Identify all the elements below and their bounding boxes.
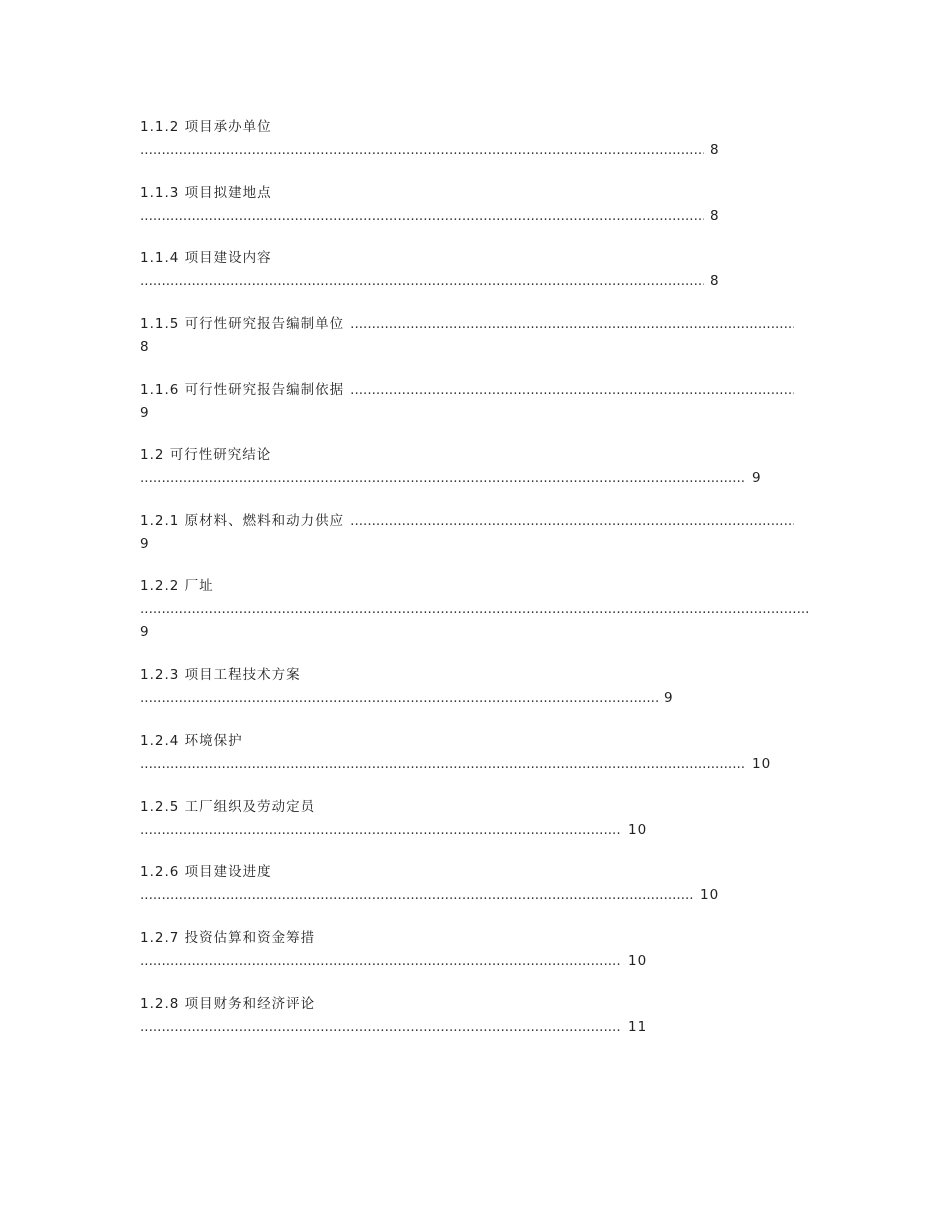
toc-leader-dots bbox=[140, 819, 622, 842]
toc-entry[interactable] bbox=[140, 993, 810, 1039]
toc-leader-dots bbox=[140, 598, 808, 621]
toc-entry[interactable] bbox=[140, 444, 810, 490]
toc-page-number: 9 bbox=[140, 405, 150, 421]
toc-page-number: 8 bbox=[710, 273, 720, 289]
toc-entry[interactable] bbox=[140, 247, 810, 293]
toc-leader-dots bbox=[350, 313, 794, 336]
toc-entry-title: 1.2.8 项目财务和经济评论 bbox=[140, 996, 316, 1012]
toc-entry[interactable] bbox=[140, 796, 810, 842]
toc-page-number: 9 bbox=[664, 690, 674, 706]
toc-entry[interactable] bbox=[140, 861, 810, 907]
toc-page-number: 11 bbox=[628, 1019, 648, 1035]
toc-leader-dots bbox=[140, 884, 694, 907]
toc-page-number: 9 bbox=[752, 470, 762, 486]
toc-entry-title: 1.2.7 投资估算和资金筹措 bbox=[140, 930, 316, 946]
toc-leader-dots bbox=[350, 379, 794, 402]
toc-entry[interactable] bbox=[140, 116, 810, 162]
toc-entry-title: 1.1.6 可行性研究报告编制依据 bbox=[140, 382, 345, 398]
toc-entry-title: 1.1.2 项目承办单位 bbox=[140, 119, 272, 135]
toc-page-number: 9 bbox=[140, 536, 150, 552]
toc-entry-title: 1.1.3 项目拟建地点 bbox=[140, 185, 272, 201]
toc-entry[interactable] bbox=[140, 379, 810, 425]
toc-entry-title: 1.1.5 可行性研究报告编制单位 bbox=[140, 316, 345, 332]
toc-entry[interactable] bbox=[140, 182, 810, 228]
toc-page-number: 10 bbox=[628, 953, 648, 969]
toc-entry-title: 1.2.4 环境保护 bbox=[140, 733, 243, 749]
toc-page-number: 10 bbox=[700, 887, 720, 903]
toc-entry-title: 1.2.3 项目工程技术方案 bbox=[140, 667, 301, 683]
toc-leader-dots bbox=[140, 1016, 622, 1039]
toc-leader-dots bbox=[140, 139, 704, 162]
toc-entry-title: 1.2 可行性研究结论 bbox=[140, 447, 272, 463]
toc-leader-dots bbox=[140, 950, 622, 973]
toc-page-number: 8 bbox=[710, 208, 720, 224]
toc-leader-dots bbox=[350, 510, 794, 533]
toc-leader-dots bbox=[140, 687, 658, 710]
toc-leader-dots bbox=[140, 467, 746, 490]
toc-page-number: 8 bbox=[140, 339, 150, 355]
toc-page-number: 8 bbox=[710, 142, 720, 158]
toc-entry[interactable] bbox=[140, 575, 810, 644]
toc-entry-title: 1.2.6 项目建设进度 bbox=[140, 864, 272, 880]
toc-entry-title: 1.2.1 原材料、燃料和动力供应 bbox=[140, 513, 345, 529]
toc-entry[interactable] bbox=[140, 927, 810, 973]
toc-page-number: 9 bbox=[140, 624, 150, 640]
toc-entry[interactable] bbox=[140, 510, 810, 556]
toc-entry-title: 1.2.2 厂址 bbox=[140, 578, 214, 594]
toc-leader-dots bbox=[140, 753, 746, 776]
toc-entry-title: 1.1.4 项目建设内容 bbox=[140, 250, 272, 266]
toc-leader-dots bbox=[140, 205, 704, 228]
toc-entry-title: 1.2.5 工厂组织及劳动定员 bbox=[140, 799, 316, 815]
toc-page-number: 10 bbox=[628, 822, 648, 838]
toc-entry[interactable] bbox=[140, 730, 810, 776]
toc-page-number: 10 bbox=[752, 756, 772, 772]
toc-entry[interactable] bbox=[140, 664, 810, 710]
toc-entry[interactable] bbox=[140, 313, 810, 359]
toc-leader-dots bbox=[140, 270, 704, 293]
